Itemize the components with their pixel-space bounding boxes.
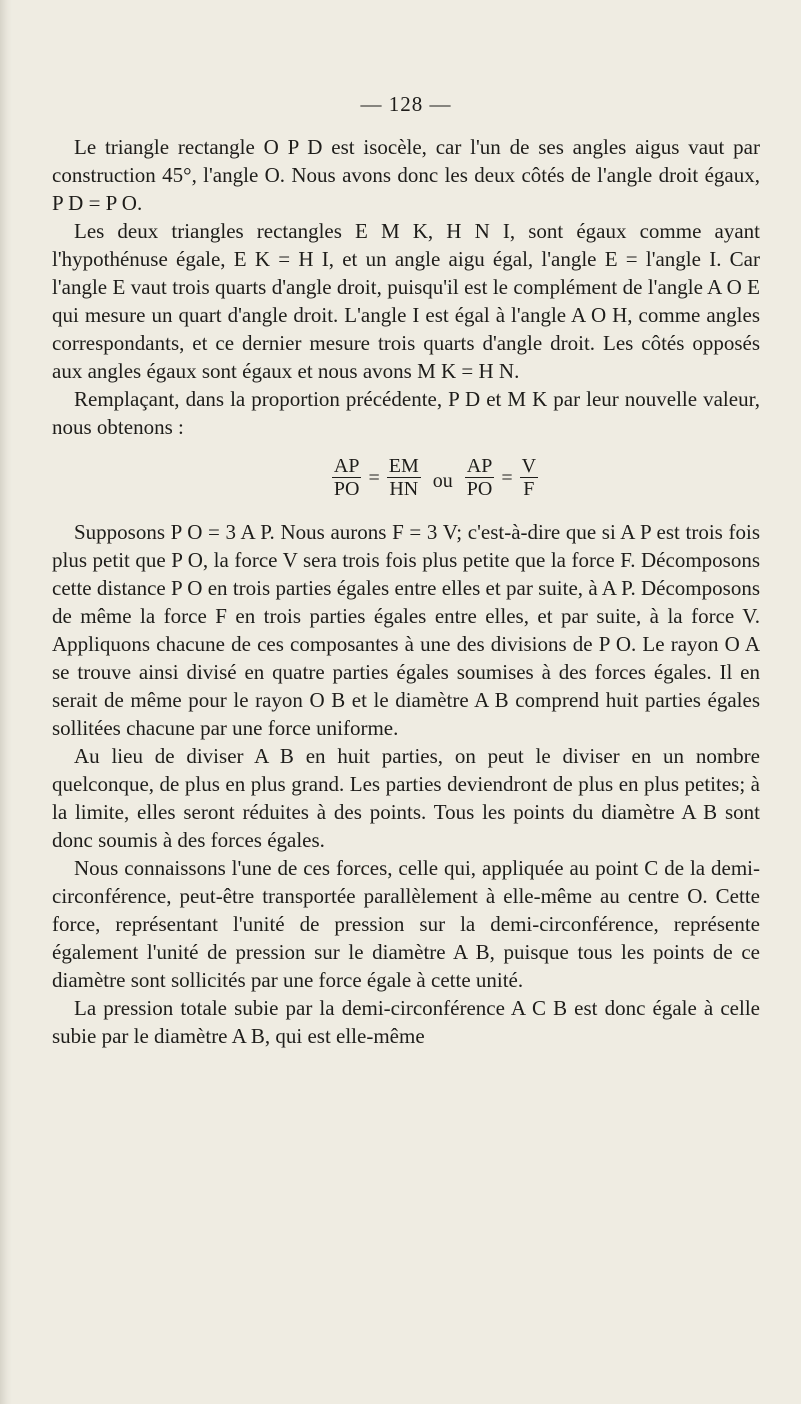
numerator: V bbox=[521, 455, 537, 477]
fraction-ap-po-2 bbox=[465, 455, 495, 500]
denominator: F bbox=[523, 478, 535, 500]
denominator: HN bbox=[389, 478, 419, 500]
proportion-formula bbox=[110, 455, 760, 500]
paragraph-7: La pression totale subie par la demi-circonférence A C B est donc égale à celle subie par le diamètre A B, qui est elle-même bbox=[52, 996, 760, 1048]
fraction-em-hn bbox=[387, 455, 421, 500]
paragraph-2: Les deux triangles rectangles E M K, H N I, sont égaux comme ayant l'hypothénuse égale, E K = H I, et un angle aigu égal, l'angle E = l'angle I. Car l'angle E vaut trois quarts d'angle droit, puisqu'il est le complément de l'angle A O E qui mesure un quart d'angle droit. L'angle I est égal à l'angle A O H, comme angles correspondants, et ce dernier mesure trois quarts d'angle droit. Les côtés opposés aux angles égaux sont égaux et nous avons M K = H N. bbox=[52, 219, 760, 383]
numerator: AP bbox=[466, 455, 493, 477]
paragraph-4: Supposons P O = 3 A P. Nous aurons F = 3 V; c'est-à-dire que si A P est trois fois plus petit que P O, la force V sera trois fois plus petite que la force F. Décomposons cette distance P O en trois parties égales entre elles et par suite, à A P. Décomposons de même la force F en trois parties égales entre elles, et par suite, à la force V. Appliquons chacune de ces composantes à une des divisions de P O. Le rayon O A se trouve ainsi divisé en quatre parties égales soumises à des forces égales. Il en serait de même pour le rayon O B et le diamètre A B comprend huit parties égales sollitées chacune par une force uniforme. bbox=[52, 520, 760, 740]
equals-sign: = bbox=[368, 467, 380, 489]
book-binding-edge bbox=[0, 0, 12, 1404]
paragraph-5: Au lieu de diviser A B en huit parties, on peut le diviser en un nombre quelconque, de plus en plus grand. Les parties deviendront de plus en plus petites; à la limite, elles seront réduites à des points. Tous les points du diamètre A B sont donc soumis à des forces égales. bbox=[52, 744, 760, 852]
page-number: — 128 — bbox=[360, 92, 452, 116]
numerator: EM bbox=[388, 455, 419, 477]
paragraph-3: Remplaçant, dans la proportion précédente, P D et M K par leur nouvelle valeur, nous obtenons : bbox=[52, 387, 760, 439]
equals-sign: = bbox=[501, 467, 513, 489]
fraction-v-f bbox=[520, 455, 538, 500]
book-page bbox=[52, 92, 760, 1050]
denominator: PO bbox=[466, 478, 493, 500]
paragraph-6: Nous connaissons l'une de ces forces, celle qui, appliquée au point C de la demi-circonférence, peut-être transportée parallèlement à elle-même au centre O. Cette force, représentant l'unité de pression sur la demi-circonférence, représente également l'unité de pression sur le diamètre A B, puisque tous les points de ce diamètre sont sollicités par une force égale à cette unité. bbox=[52, 856, 760, 992]
denominator: PO bbox=[333, 478, 360, 500]
paragraph-1: Le triangle rectangle O P D est isocèle, car l'un de ses angles aigus vaut par construction 45°, l'angle O. Nous avons donc les deux côtés de l'angle droit égaux, P D = P O. bbox=[52, 135, 760, 215]
numerator: AP bbox=[333, 455, 360, 477]
fraction-ap-po bbox=[332, 455, 362, 500]
conjunction: ou bbox=[432, 470, 453, 492]
